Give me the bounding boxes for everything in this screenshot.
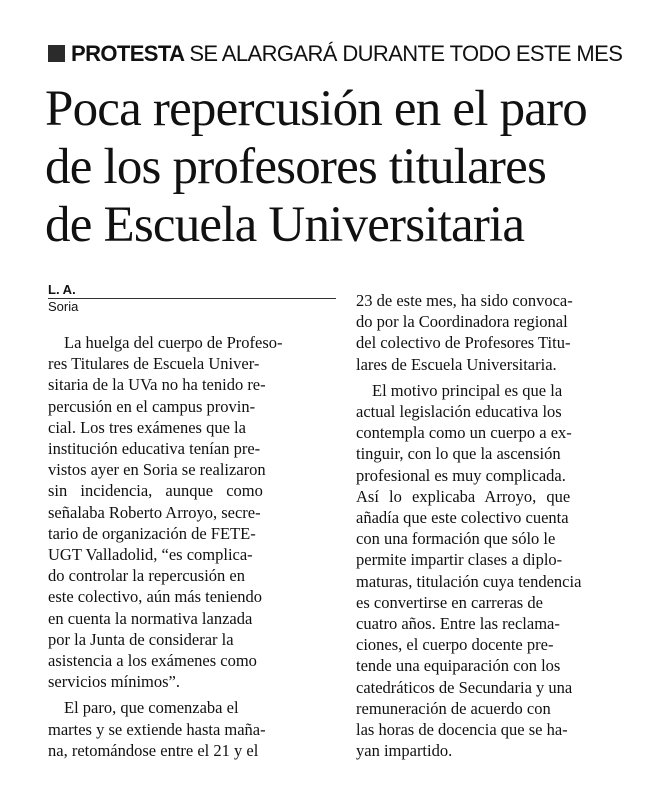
text-line: yan impartido. (356, 741, 453, 761)
text-line: en cuenta la normativa lanzada (48, 608, 253, 628)
text-line: tario de organización de FETE- (48, 523, 256, 543)
text-line: servicios mínimos”. (48, 672, 180, 692)
text-line: por la Junta de considerar la (48, 629, 234, 649)
headline-line: de Escuela Universitaria (45, 197, 525, 253)
text-line: actual legislación educativa los (356, 402, 562, 422)
text-line: del colectivo de Profesores Titu- (356, 333, 571, 353)
text-line: tinguir, con lo que la ascensión (356, 444, 561, 464)
text-line: tende una equiparación con los (356, 656, 561, 676)
text-line: 23 de este mes, ha sido convoca- (356, 291, 573, 310)
text-line: señalaba Roberto Arroyo, secre- (48, 502, 261, 522)
text-line: asistencia a los exámenes como (48, 651, 257, 671)
byline-place: Soria (48, 299, 79, 314)
text-line: El motivo principal es que la (372, 380, 563, 400)
text-line: El paro, que comenzaba el (64, 698, 239, 718)
byline-author: L. A. (48, 282, 336, 299)
text-line: este colectivo, aún más teniendo (48, 587, 262, 607)
byline (48, 282, 336, 315)
text-line: cial. Los tres exámenes que la (48, 417, 246, 437)
text-line: catedráticos de Secundaria y una (356, 677, 573, 697)
text-line: percusión en el campus provin- (48, 396, 256, 416)
text-line: sin incidencia, aunque como (48, 481, 263, 501)
kicker-tag: PROTESTA (71, 41, 185, 66)
text-line: permite impartir clases a diplo- (356, 550, 563, 570)
text-line: La huelga del cuerpo de Profeso- (64, 333, 283, 352)
text-line: martes y se extiende hasta maña- (48, 719, 266, 739)
text-line: sitaria de la UVa no ha tenido re- (48, 375, 266, 395)
text-line: na, retomándose entre el 21 y el (48, 740, 259, 760)
text-line: Así lo explicaba Arroyo, que (356, 486, 571, 506)
text-line: UGT Valladolid, “es complica- (48, 545, 253, 565)
text-line: institución educativa tenían pre- (48, 439, 261, 459)
kicker-text: SE ALARGARÁ DURANTE TODO ESTE MES (189, 41, 623, 66)
text-line: do por la Coordinadora regional (356, 312, 568, 332)
text-line: con una formación que sólo le (356, 529, 556, 549)
text-line: remuneración de acuerdo con (356, 698, 551, 718)
text-line: ciones, el cuerpo docente pre- (356, 635, 554, 655)
headline-line: de los profesores titulares (45, 139, 547, 195)
text-line: profesional es muy complicada. (356, 465, 566, 485)
section-kicker (48, 41, 622, 67)
text-line: añadía que este colectivo cuenta (356, 508, 569, 528)
article-column-right (356, 290, 634, 761)
text-line: cuatro años. Entre las reclama- (356, 614, 560, 634)
headline-line: Poca repercusión en el paro (45, 81, 587, 137)
text-line: las horas de docencia que se ha- (356, 720, 568, 740)
text-line: contempla como un cuerpo a ex- (356, 423, 572, 443)
kicker-square-icon (48, 45, 65, 62)
headline (45, 80, 645, 254)
text-line: do controlar la repercusión en (48, 566, 246, 586)
text-line: vistos ayer en Soria se realizaron (48, 460, 266, 480)
text-line: lares de Escuela Universitaria. (356, 354, 557, 374)
text-line: res Titulares de Escuela Univer- (48, 354, 260, 374)
text-line: es convertirse en carreras de (356, 592, 543, 612)
text-line: maturas, titulación cuya tendencia (356, 571, 582, 591)
article-column-left (48, 332, 336, 761)
